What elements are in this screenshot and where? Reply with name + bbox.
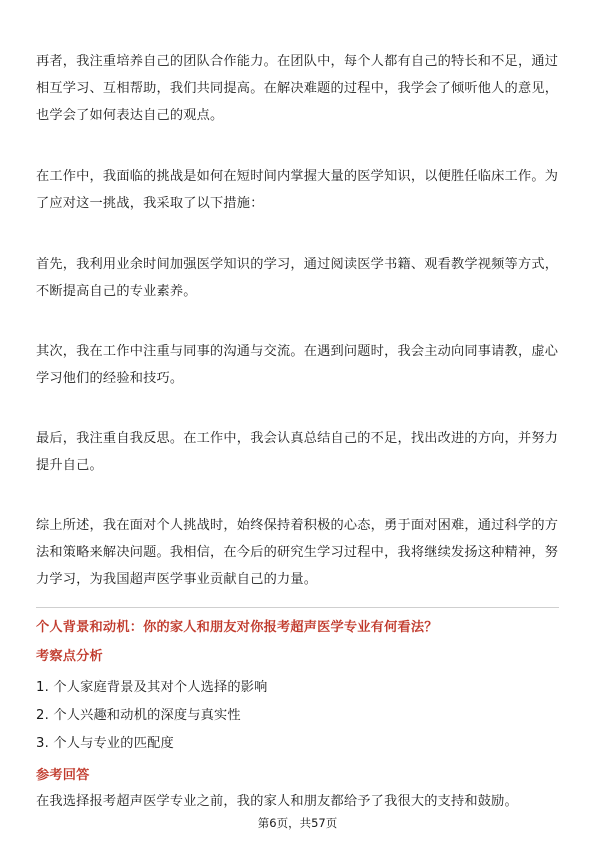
paragraph-second: 其次，我在工作中注重与同事的沟通与交流。在遇到问题时，我会主动向同事请教，虚心学习他们的经验和技巧。	[36, 344, 559, 386]
paragraph-last: 最后，我注重自我反思。在工作中，我会认真总结自己的不足，找出改进的方向，并努力提升自己。	[36, 431, 559, 473]
paragraph-summary: 综上所述，我在面对个人挑战时，始终保持着积极的心态，勇于面对困难，通过科学的方法和策略来解决问题。我相信，在今后的研究生学习过程中，我将继续发扬这种精神，努力学习，为我国超声医学事业贡献自己的力量。	[36, 518, 559, 587]
analysis-heading: 考察点分析	[36, 649, 103, 664]
list-item: 1. 个人家庭背景及其对个人选择的影响	[36, 680, 268, 695]
page-number-footer: 第6页，共57页	[257, 816, 338, 830]
interview-question: 个人背景和动机：你的家人和朋友对你报考超声医学专业有何看法？	[36, 620, 438, 635]
paragraph-first: 首先，我利用业余时间加强医学知识的学习，通过阅读医学书籍、观看教学视频等方式，不断提高自己的专业素养。	[36, 257, 559, 299]
list-item: 3. 个人与专业的匹配度	[36, 736, 174, 751]
answer-heading: 参考回答	[36, 768, 90, 783]
section-divider	[36, 607, 559, 608]
list-item: 2. 个人兴趣和动机的深度与真实性	[36, 708, 241, 723]
answer-text: 在我选择报考超声医学专业之前，我的家人和朋友都给予了我很大的支持和鼓励。	[36, 794, 518, 809]
analysis-list	[36, 674, 559, 758]
paragraph-challenge: 在工作中，我面临的挑战是如何在短时间内掌握大量的医学知识，以便胜任临床工作。为了应对这一挑战，我采取了以下措施：	[36, 169, 559, 211]
paragraph-teamwork: 再者，我注重培养自己的团队合作能力。在团队中，每个人都有自己的特长和不足，通过相互学习、互相帮助，我们共同提高。在解决难题的过程中，我学会了倾听他人的意见，也学会了如何表达自己的观点。	[36, 54, 559, 123]
